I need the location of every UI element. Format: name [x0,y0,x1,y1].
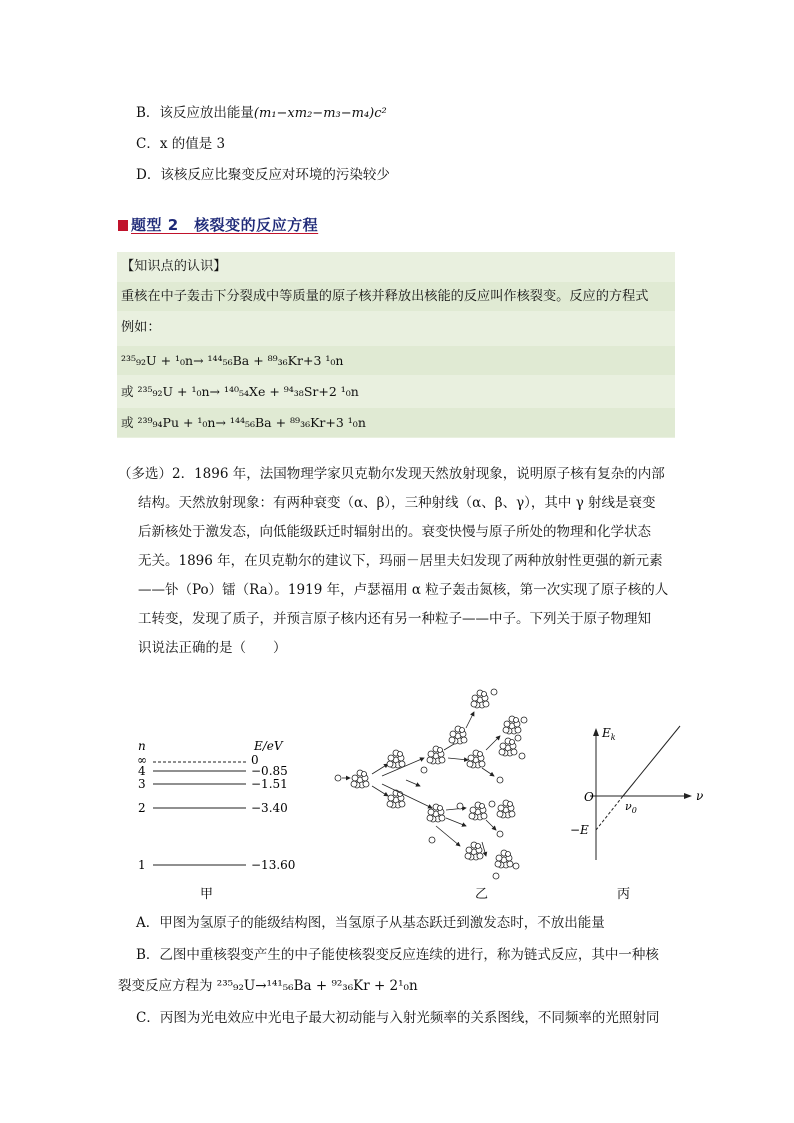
level-e-inf: 0 [251,753,259,767]
level-n-1: 1 [138,858,146,872]
nucleus-icon [351,770,369,788]
question-line-6: 工转变，发现了质子，并预言原子核内还有另一种粒子——中子。下列关于原子物理知 [138,611,651,627]
option-b-formula: (m₁−xm₂−m₃−m₄)c² [253,106,387,121]
intercept-dashed-line [596,796,623,830]
level-e-1: −13.60 [251,858,296,872]
figure-panel [120,680,710,910]
level-n-2: 2 [138,801,146,815]
answer-b-line-2: 裂变反应方程为 ²³⁵₉₂U→¹⁴¹₅₆Ba + ⁹²₃₆Kr + 2¹₀n [118,978,418,994]
level-e-4: −0.85 [251,764,288,778]
level-n-4: 4 [138,764,146,778]
level-e-2: −3.40 [251,801,288,815]
question-line-5: ——钋（Po）镭（Ra）。1919 年，卢瑟福用 α 粒子轰击氮核，第一次实现了原子核的人 [138,582,669,598]
equation-1: ²³⁵₉₂U + ¹₀n→ ¹⁴⁴₅₆Ba + ⁸⁹₃₆Kr+3 ¹₀n [121,353,344,368]
caption-jia: 甲 [200,887,214,902]
level-n-inf: ∞ [137,753,147,767]
nu-label: ν [696,789,704,803]
chain-reaction-diagram [335,689,527,902]
question-line-3: 后新核处于激发态，向低能级跃迁时辐射出的。衰变快慢与原子所处的物理和化学状态 [138,524,651,540]
caption-yi: 乙 [475,887,489,902]
equation-3: 或 ²³⁹₉₄Pu + ¹₀n→ ¹⁴⁴₅₆Ba + ⁸⁹₃₆Kr+3 ¹₀n [121,415,366,430]
neg-e-label: −E [570,823,589,837]
ek-line [623,726,680,796]
red-square-icon [118,220,128,231]
knowledge-line-2: 例如： [121,320,161,335]
section-heading [118,214,318,235]
question-line-1: （多选）2．1896 年，法国物理学家贝克勒尔发现天然放射现象，说明原子核有复杂的内部 [118,466,665,482]
question-line-7: 识说法正确的是（ ） [138,640,287,656]
section-title: 题型 2 核裂变的反应方程 [131,216,319,234]
option-d: D．该核反应比聚变反应对环境的污染较少 [136,167,390,183]
answer-c: C．丙图为光电效应中光电子最大初动能与入射光频率的关系图线，不同频率的光照射同 [136,1010,660,1026]
answer-b-line-1: B．乙图中重核裂变产生的中子能使核裂变反应连续的进行，称为链式反应，其中一种核 [136,947,659,963]
neutron-icon [335,775,341,781]
ek-label: $E_k$ [602,726,616,742]
level-n-3: 3 [138,777,146,791]
option-b [136,104,387,123]
n-axis-label: n [138,739,146,753]
answer-a: A．甲图为氢原子的能级结构图，当氢原子从基态跃迁到激发态时，不放出能量 [136,915,605,931]
equation-2: 或 ²³⁵₉₂U + ¹₀n→ ¹⁴⁰₅₄Xe + ⁹⁴₃₈Sr+2 ¹₀n [121,384,359,399]
nu0-label: $\nu_0$ [625,800,637,815]
knowledge-line-1: 重核在中子轰击下分裂成中等质量的原子核并释放出核能的反应叫作核裂变。反应的方程式 [121,289,649,304]
e-axis-label: E/eV [254,739,283,753]
knowledge-header: 【知识点的认识】 [121,259,227,274]
caption-bing: 丙 [617,887,631,902]
photoelectric-graph [570,726,703,902]
origin-label: O [584,790,594,804]
option-c: C．x 的值是 3 [136,136,226,152]
knowledge-box [117,252,675,438]
energy-level-diagram [137,739,295,902]
level-e-3: −1.51 [251,777,288,791]
option-b-text: B．该反应放出能量 [136,105,254,121]
question-line-4: 无关。1896 年，在贝克勒尔的建议下，玛丽－居里夫妇发现了两种放射性更强的新元素 [138,553,663,569]
question-line-2: 结构。天然放射现象：有两种衰变（α、β），三种射线（α、β、γ），其中 γ 射线是衰变 [138,495,656,511]
